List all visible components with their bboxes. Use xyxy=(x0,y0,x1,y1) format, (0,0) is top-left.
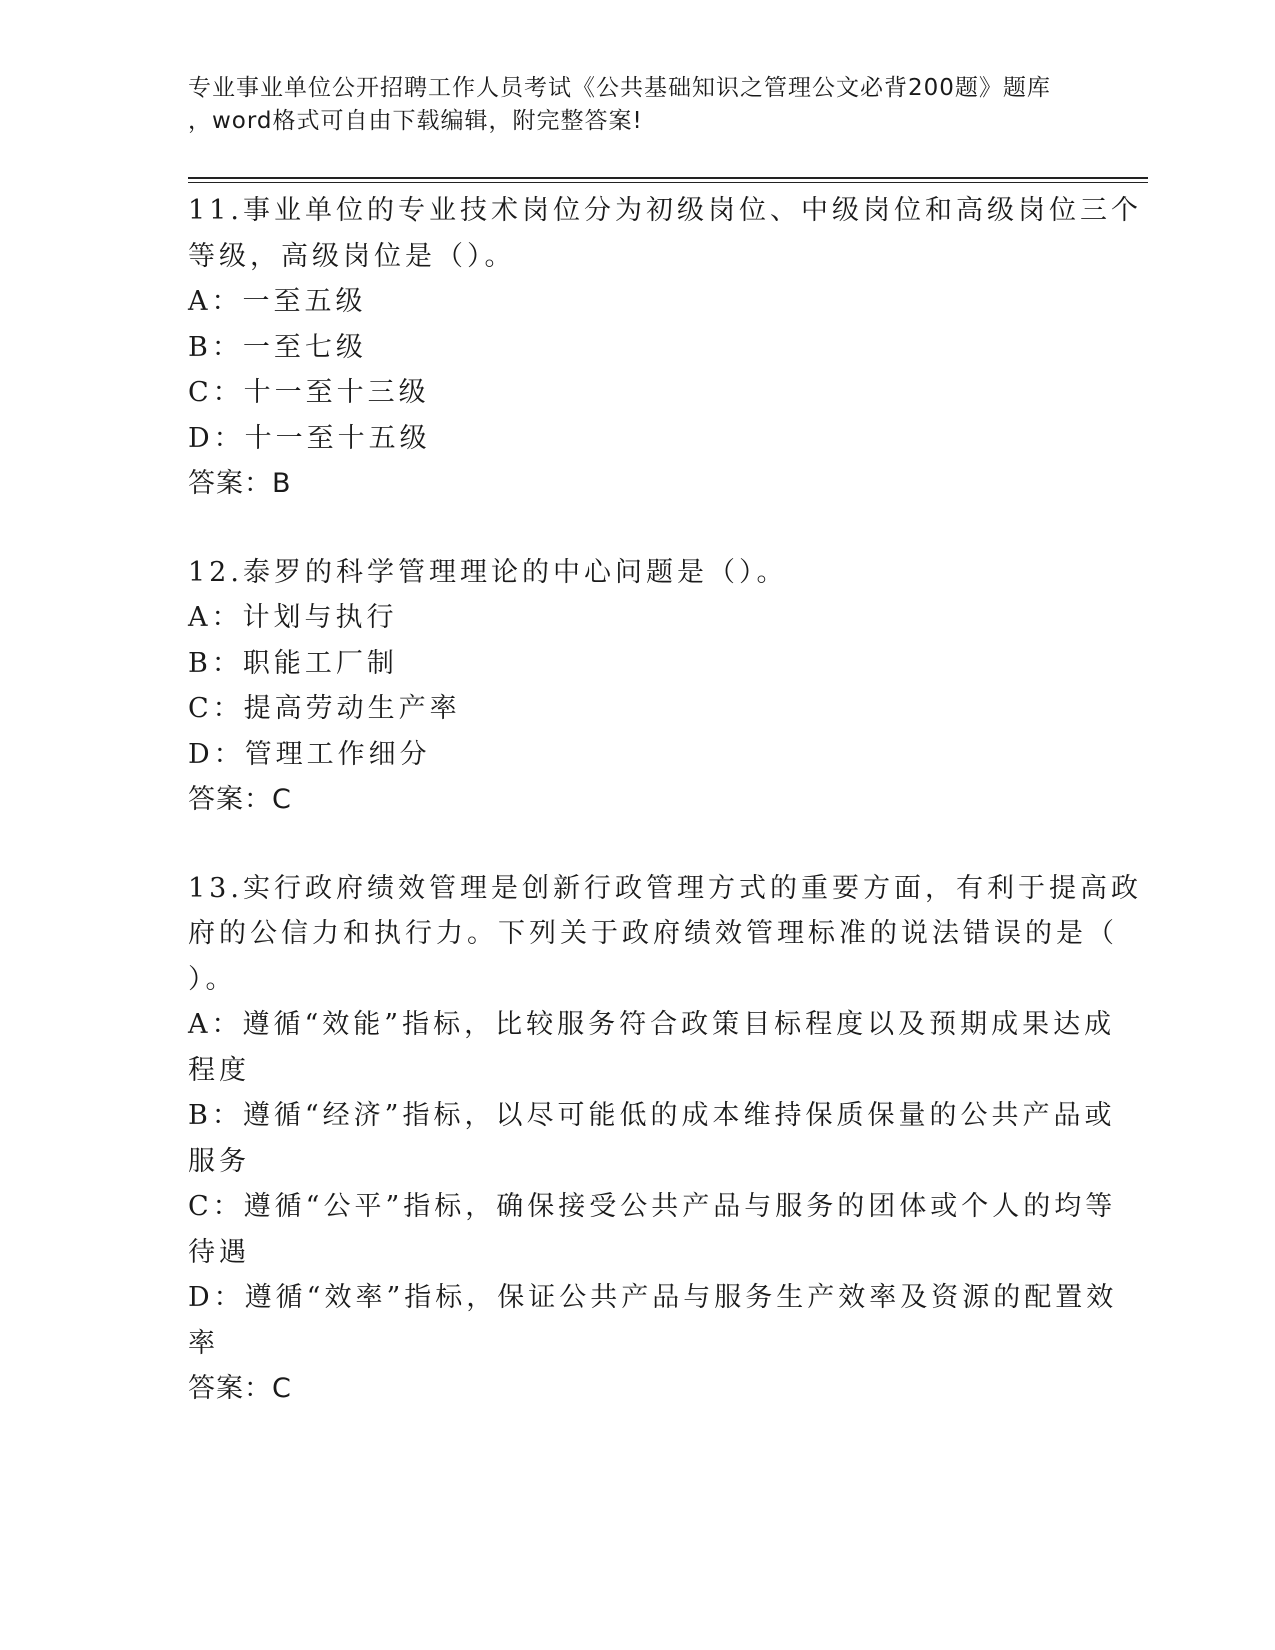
question-stem-line: ）。 xyxy=(188,963,237,995)
option-c: C：十一至十三级 xyxy=(188,377,430,408)
option-d: D：十一至十五级 xyxy=(188,422,431,454)
option-b: B：遵循“经济”指标，以尽可能低的成本维持保质保量的公共产品或 xyxy=(188,1100,1116,1131)
answer-label: 答案：B xyxy=(188,468,292,499)
question-spacer xyxy=(188,823,1088,866)
header-title-line-2: ，word格式可自由下载编辑，附完整答案! xyxy=(188,108,643,134)
question-stem-line: 府的公信力和执行力。下列关于政府绩效管理标准的说法错误的是（ xyxy=(188,918,1118,949)
question-stem-line: 13.实行政府绩效管理是创新行政管理方式的重要方面，有利于提高政 xyxy=(188,872,1142,904)
question-13 xyxy=(188,866,1142,1412)
option-a: A：一至五级 xyxy=(188,286,367,317)
option-d: D：遵循“效率”指标，保证公共产品与服务生产效率及资源的配置效 xyxy=(188,1282,1118,1313)
option-c: C：遵循“公平”指标，确保接受公共产品与服务的团体或个人的均等 xyxy=(188,1191,1117,1222)
question-stem-line: 12.泰罗的科学管理理论的中心问题是（）。 xyxy=(188,556,788,588)
question-11 xyxy=(188,188,1142,507)
option-d: D：管理工作细分 xyxy=(188,738,431,770)
question-stem-line: 11.事业单位的专业技术岗位分为初级岗位、中级岗位和高级岗位三个 xyxy=(188,195,1142,226)
question-12 xyxy=(188,550,1088,823)
option-a: A：遵循“效能”指标，比较服务符合政策目标程度以及预期成果达成 xyxy=(188,1009,1116,1040)
question-list xyxy=(188,188,1142,1412)
option-c-continued: 待遇 xyxy=(188,1236,250,1268)
header-title-line-1: 专业事业单位公开招聘工作人员考试《公共基础知识之管理公文必背200题》题库 xyxy=(188,75,1051,101)
option-b: B：职能工厂制 xyxy=(188,647,398,679)
answer-label: 答案：C xyxy=(188,784,292,815)
document-header xyxy=(188,72,1088,138)
answer-label: 答案：C xyxy=(188,1373,292,1404)
option-a-continued: 程度 xyxy=(188,1054,250,1086)
header-divider-thin xyxy=(188,182,1148,183)
option-b: B：一至七级 xyxy=(188,331,367,363)
question-spacer xyxy=(188,507,1088,550)
question-stem-line: 等级，高级岗位是（）。 xyxy=(188,240,516,272)
option-d-continued: 率 xyxy=(188,1327,219,1359)
header-divider-thick xyxy=(188,177,1148,179)
option-a: A：计划与执行 xyxy=(188,602,398,633)
option-b-continued: 服务 xyxy=(188,1145,250,1177)
option-c: C：提高劳动生产率 xyxy=(188,693,461,724)
